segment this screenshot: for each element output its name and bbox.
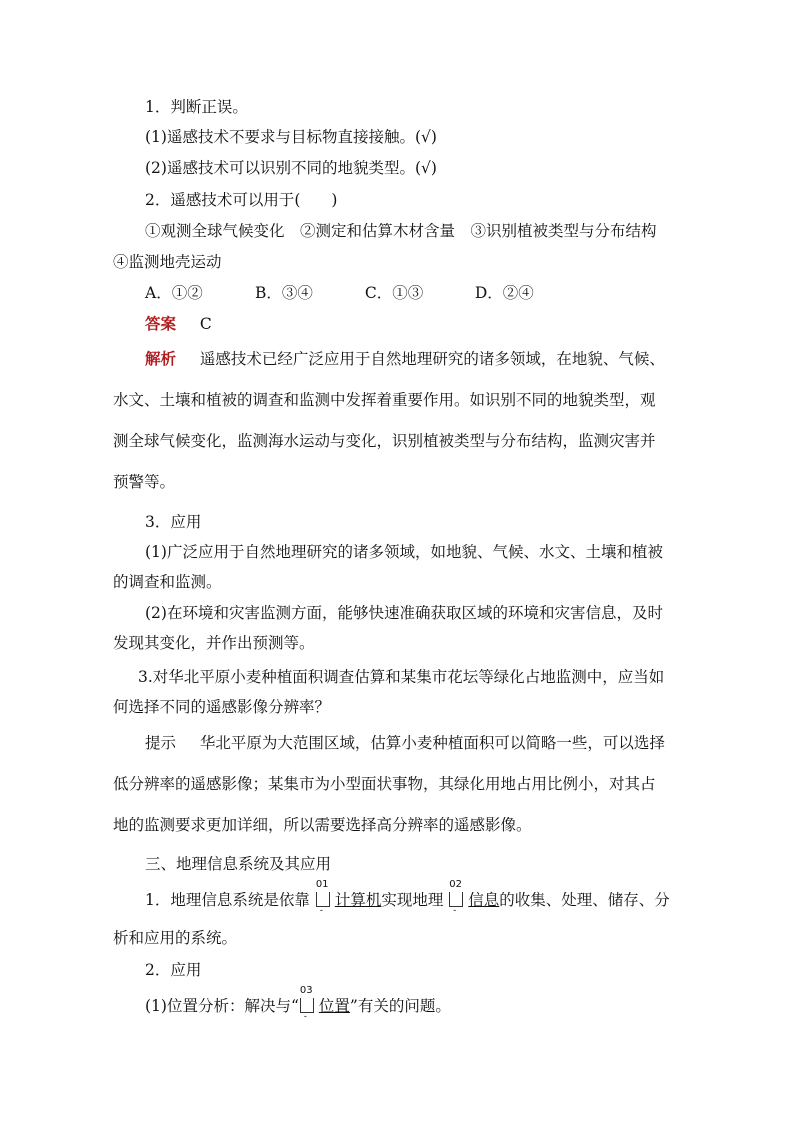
blank-number-01 xyxy=(315,879,331,916)
paragraph-1-text-b: 实现地理 xyxy=(381,891,444,909)
section-3-paragraph-1 xyxy=(145,879,670,916)
section-3-location-analysis xyxy=(145,985,451,1022)
explanation-line-4: 预警等。 xyxy=(113,473,176,491)
blank-number-label: 02 xyxy=(449,879,463,890)
explanation-line-3: 测全球气候变化，监测海水运动与变化，识别植被类型与分布结构，监测灾害并 xyxy=(113,432,656,450)
question-3-title: 3．应用 xyxy=(145,513,202,531)
question-2-choices-line-1: ①观测全球气候变化 ②测定和估算木材含量 ③识别植被类型与分布结构 xyxy=(145,222,657,240)
question-3-item-2-line-2: 发现其变化，并作出预测等。 xyxy=(113,634,315,652)
explanation-line-2: 水文、土壤和植被的调查和监测中发挥着重要作用。如识别不同的地貌类型，观 xyxy=(113,391,656,409)
blank-dot: - xyxy=(319,906,323,916)
question-3b-line-1: 3.对华北平原小麦种植面积调查估算和某集市花坛等绿化占地监测中，应当如 xyxy=(138,668,665,686)
blank-number-03 xyxy=(299,985,315,1022)
question-3-item-1-line-2: 的调查和监测。 xyxy=(113,573,222,591)
question-2-stem: 2．遥感技术可以用于( ) xyxy=(145,191,338,209)
question-1-item-1: (1)遥感技术不要求与目标物直接接触。(√) xyxy=(145,128,437,146)
explanation-label: 解析 xyxy=(145,349,177,368)
question-3-item-1-line-1: (1)广泛应用于自然地理研究的诸多领域，如地貌、气候、水文、土壤和植被 xyxy=(145,543,663,561)
option-c: C．①③ xyxy=(364,284,424,302)
location-text-b: ”有关的问题。 xyxy=(349,997,451,1015)
blank-bracket xyxy=(316,892,330,907)
hint-line-1 xyxy=(145,732,665,754)
blank-bracket xyxy=(449,892,463,907)
option-a: A．①② xyxy=(145,284,203,302)
hint-line-2: 低分辨率的遥感影像；某集市为小型面状事物，其绿化用地占用比例小，对其占 xyxy=(113,775,656,793)
explanation-text: 遥感技术已经广泛应用于自然地理研究的诸多领域，在地貌、气候、 xyxy=(199,350,665,368)
question-2-choices-line-2: ④监测地壳运动 xyxy=(113,253,222,271)
section-3-heading: 三、地理信息系统及其应用 xyxy=(145,855,332,873)
blank-answer-information: 信息 xyxy=(468,891,500,909)
hint-label: 提示 xyxy=(145,734,177,752)
hint-line-3: 地的监测要求更加详细，所以需要选择高分辨率的遥感影像。 xyxy=(113,816,532,834)
paragraph-1-text-a: 1．地理信息系统是依靠 xyxy=(145,891,310,909)
answer-line xyxy=(145,313,212,335)
blank-dot: - xyxy=(303,1012,307,1022)
blank-number-label: 01 xyxy=(315,879,329,890)
hint-text: 华北平原为大范围区域，估算小麦种植面积可以简略一些，可以选择 xyxy=(199,734,665,752)
blank-answer-computer: 计算机 xyxy=(334,891,382,909)
blank-bracket xyxy=(300,998,314,1013)
answer-value: C xyxy=(199,315,212,333)
explanation-line-1 xyxy=(145,348,665,370)
section-3-application-title: 2．应用 xyxy=(145,961,202,979)
option-b: B．③④ xyxy=(254,284,313,302)
question-1-item-2: (2)遥感技术可以识别不同的地貌类型。(√) xyxy=(145,159,437,177)
question-3-item-2-line-1: (2)在环境和灾害监测方面，能够快速准确获取区域的环境和灾害信息，及时 xyxy=(145,604,663,622)
blank-answer-location: 位置 xyxy=(318,997,350,1015)
blank-number-02 xyxy=(448,879,464,916)
question-3b-line-2: 何选择不同的遥感影像分辨率？ xyxy=(113,698,331,716)
section-3-paragraph-1-line-2: 析和应用的系统。 xyxy=(113,929,238,947)
blank-dot: - xyxy=(453,906,457,916)
answer-label: 答案 xyxy=(145,314,177,333)
question-2-options xyxy=(145,282,580,304)
blank-number-label: 03 xyxy=(299,985,313,996)
option-d: D．②④ xyxy=(474,284,534,302)
question-1-title: 1．判断正误。 xyxy=(145,98,248,116)
location-text-a: (1)位置分析：解决与“ xyxy=(145,997,299,1015)
paragraph-1-text-c: 的收集、处理、储存、分 xyxy=(499,891,670,909)
